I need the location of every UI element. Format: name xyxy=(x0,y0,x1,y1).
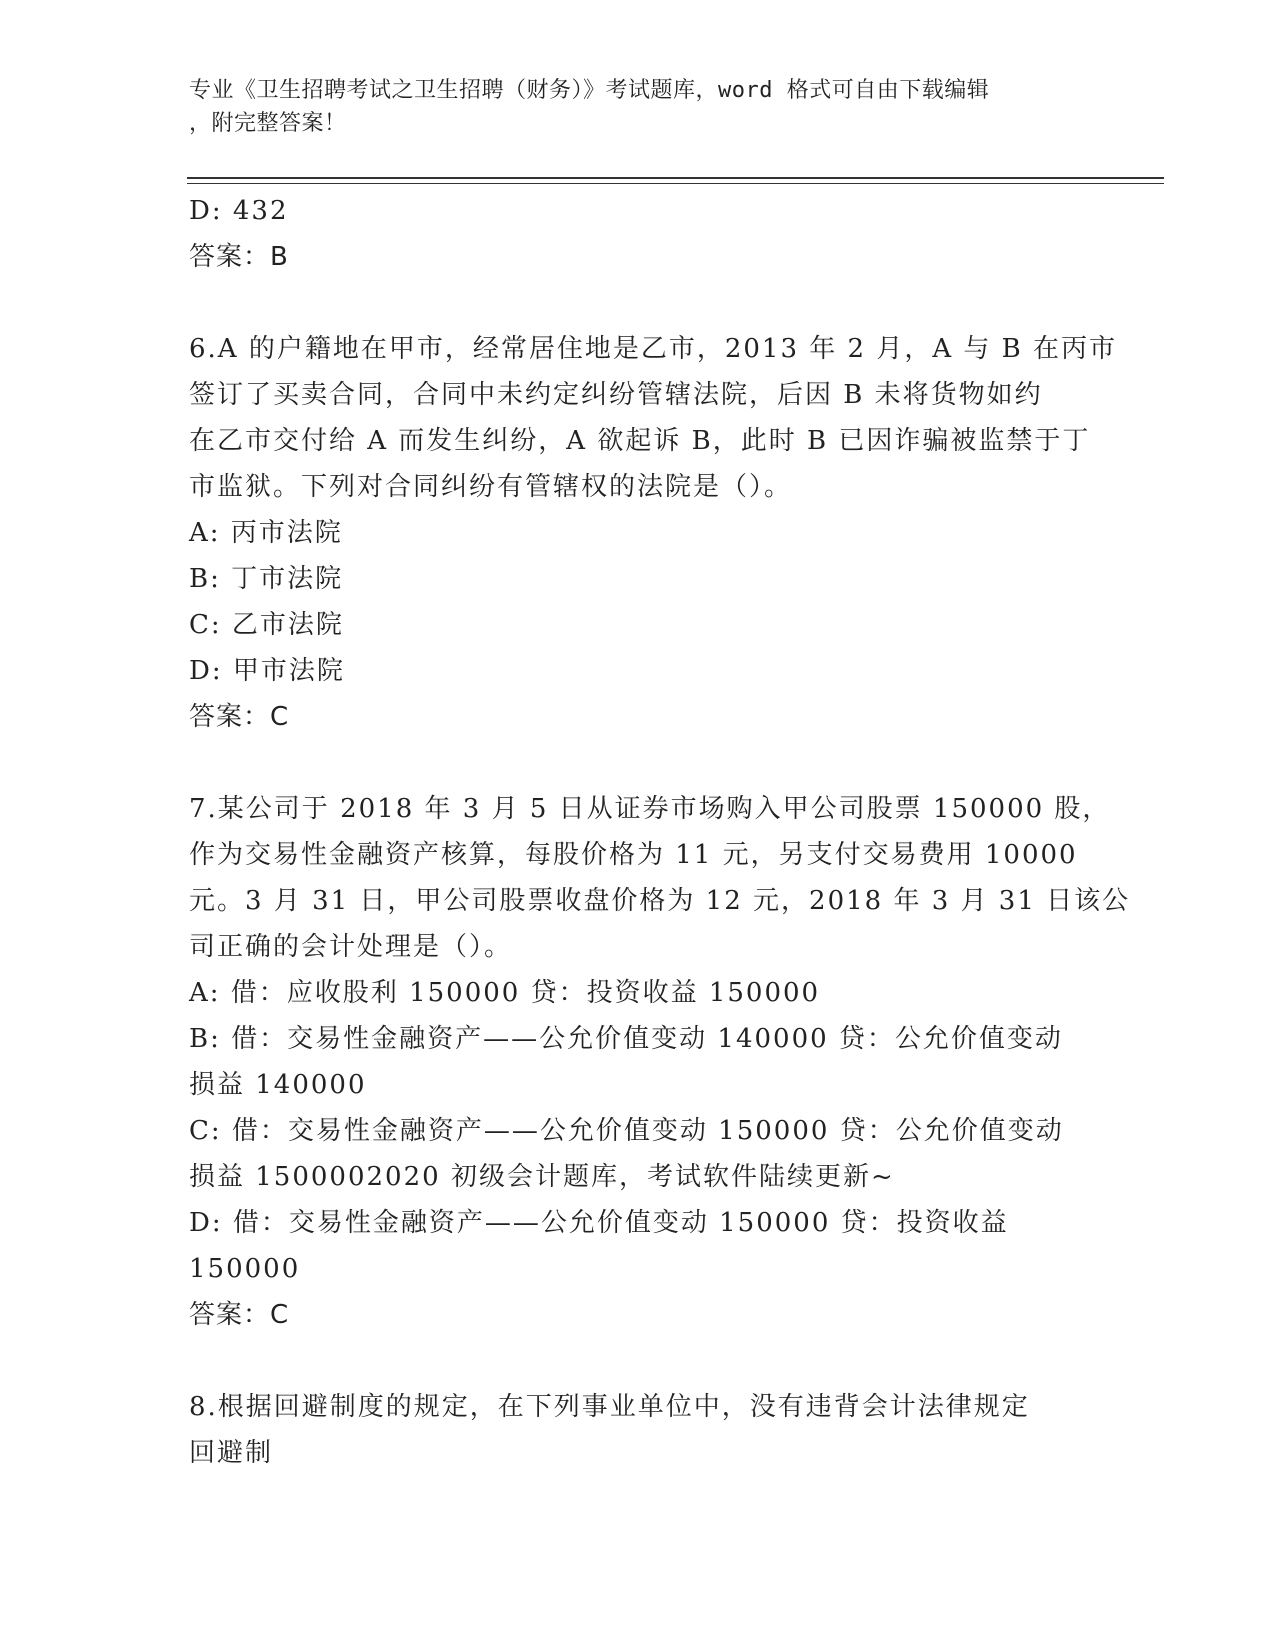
q6-stem-line: 市监狱。下列对合同纠纷有管辖权的法院是（）。 xyxy=(189,472,793,502)
q7-option-c-continued: 损益 1500002020 初级会计题库，考试软件陆续更新~ xyxy=(189,1162,895,1192)
q7-stem-line: 7.某公司于 2018 年 3 月 5 日从证券市场购入甲公司股票 150000 股， xyxy=(189,794,1111,824)
q6-option-c: C: 乙市法院 xyxy=(189,610,344,640)
q6-option-a: A: 丙市法院 xyxy=(189,518,343,548)
q7-option-d-continued: 150000 xyxy=(189,1254,301,1284)
spacer xyxy=(189,280,1079,326)
q8-stem-line: 回避制 xyxy=(189,1438,274,1468)
spacer xyxy=(189,740,1079,786)
q5-option-d: D: 432 xyxy=(189,196,289,226)
q8-stem-line: 8.根据回避制度的规定，在下列事业单位中，没有违背会计法律规定 xyxy=(189,1392,1030,1422)
question-6 xyxy=(189,326,1118,740)
question-7 xyxy=(189,786,1131,1338)
header-line-1: 专业《卫生招聘考试之卫生招聘（财务）》考试题库，word 格式可自由下载编辑 xyxy=(189,78,990,103)
header-divider-thin xyxy=(187,183,1164,184)
spacer xyxy=(189,1338,1079,1384)
q6-stem-line: 在乙市交付给 A 而发生纠纷，A 欲起诉 B，此时 B 已因诈骗被监禁于丁 xyxy=(189,426,1091,456)
header-line-2: ，附完整答案！ xyxy=(189,111,347,136)
q7-stem-line: 司正确的会计处理是（）。 xyxy=(189,932,513,962)
page-header xyxy=(189,74,1069,140)
q6-option-b: B: 丁市法院 xyxy=(189,564,344,594)
q7-stem-line: 元。3 月 31 日，甲公司股票收盘价格为 12 元，2018 年 3 月 31 日该公 xyxy=(189,886,1131,916)
q6-stem-line: 6.A 的户籍地在甲市，经常居住地是乙市，2013 年 2 月，A 与 B 在丙市 xyxy=(189,334,1118,364)
q7-option-d: D: 借：交易性金融资产——公允价值变动 150000 贷：投资收益 xyxy=(189,1208,1009,1238)
question-8 xyxy=(189,1384,1079,1476)
q6-stem-line: 签订了买卖合同，合同中未约定纠纷管辖法院，后因 B 未将货物如约 xyxy=(189,380,1043,410)
q7-option-c: C: 借：交易性金融资产——公允价值变动 150000 贷：公允价值变动 xyxy=(189,1116,1064,1146)
q7-option-a: A: 借：应收股利 150000 贷：投资收益 150000 xyxy=(189,978,821,1008)
q6-answer: 答案：C xyxy=(189,702,290,732)
q5-answer: 答案：B xyxy=(189,242,289,272)
q7-option-b-continued: 损益 140000 xyxy=(189,1070,367,1100)
q6-option-d: D: 甲市法院 xyxy=(189,656,345,686)
q7-stem-line: 作为交易性金融资产核算，每股价格为 11 元，另支付交易费用 10000 xyxy=(189,840,1078,870)
q7-answer: 答案：C xyxy=(189,1300,290,1330)
q7-option-b: B: 借：交易性金融资产——公允价值变动 140000 贷：公允价值变动 xyxy=(189,1024,1063,1054)
header-divider-thick xyxy=(187,177,1164,179)
document-body xyxy=(189,188,1131,1476)
